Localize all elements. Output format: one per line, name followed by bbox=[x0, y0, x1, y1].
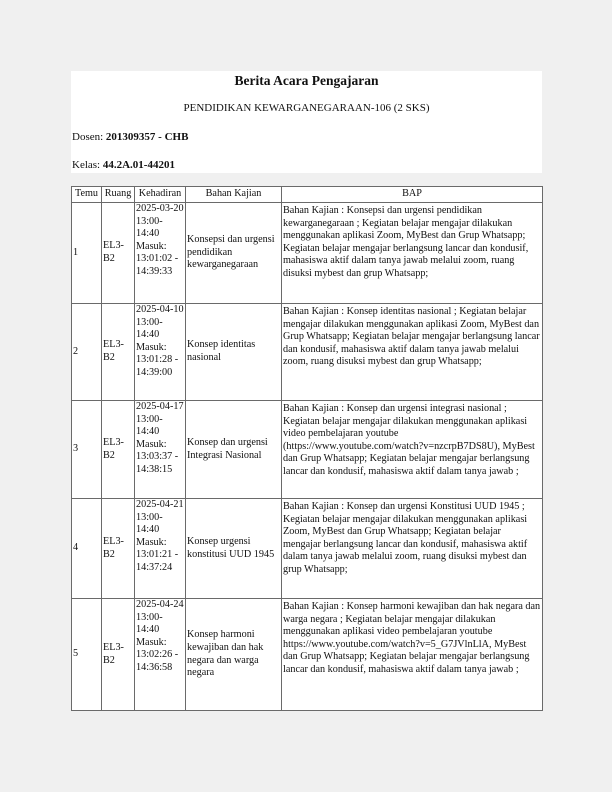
course-line bbox=[71, 102, 542, 114]
cell-bap: Bahan Kajian : Konsep dan urgensi integrasi nasional ; Kegiatan belajar mengajar dilakukan menggunakan aplikasi video pembelajaran youtube (https://www.youtube.com/watch?v=nzcrpB7DS8U), MyBest dan Grup Whatsapp; Kegiatan belajar mengajar berlangsung lancar dan kondusif, mahasiswa aktif dalam tanya jawab ; bbox=[282, 401, 543, 499]
cell-kehadiran: 2025-04-17 13:00-14:40 Masuk: 13:03:37 - 14:38:15 bbox=[135, 401, 186, 499]
cell-bahan-kajian: Konsep identitas nasional bbox=[186, 304, 282, 401]
cell-bap: Bahan Kajian : Konsep harmoni kewajiban dan hak negara dan warga negara ; Kegiatan belajar mengajar dilakukan menggunakan aplikasi video pembelajaran youtube https://www.youtube.com/watch?v=5_G7JVlnLlA, MyBest dan Grup Whatsapp; Kegiatan belajar mengajar berlangsung lancar dan kondusif, mahasiswa aktif dalam tanya jawab ; bbox=[282, 599, 543, 711]
table-row bbox=[72, 599, 543, 711]
dosen-line bbox=[72, 131, 188, 143]
document-header bbox=[71, 71, 542, 173]
kelas-line bbox=[72, 159, 175, 171]
table-row bbox=[72, 499, 543, 599]
dosen-value: 201309357 - CHB bbox=[105, 131, 189, 143]
cell-bahan-kajian: Konsep urgensi konstitusi UUD 1945 bbox=[186, 499, 282, 599]
cell-ruang: EL3-B2 bbox=[102, 401, 135, 499]
cell-ruang: EL3-B2 bbox=[102, 599, 135, 711]
cell-bahan-kajian: Konsep harmoni kewajiban dan hak negara dan warga negara bbox=[186, 599, 282, 711]
cell-temu: 1 bbox=[72, 203, 102, 304]
cell-bahan-kajian: Konsepsi dan urgensi pendidikan kewarganegaraan bbox=[186, 203, 282, 304]
header-bahan-kajian: Bahan Kajian bbox=[186, 187, 282, 203]
header-ruang: Ruang bbox=[102, 187, 135, 203]
course-name: PENDIDIKAN KEWARGANEGARAAN bbox=[183, 102, 371, 114]
cell-bap: Bahan Kajian : Konsep dan urgensi Konstitusi UUD 1945 ; Kegiatan belajar mengajar dilakukan menggunakan aplikasi Zoom, MyBest dan Grup Whatsapp; Kegiatan belajar mengajar berlangsung lancar dan kondusif, mahasiswa aktif dalam tanya jawab melalui zoom, ruang disuksi mybest dan grup Whatsapp; bbox=[282, 499, 543, 599]
cell-bap: Bahan Kajian : Konsep identitas nasional ; Kegiatan belajar mengajar dilakukan menggunakan aplikasi Zoom, MyBest dan Grup Whatsapp; Kegiatan belajar mengajar berlangsung lancar dan kondusif, mahasiswa aktif dalam tanya jawab melalui zoom, ruang disuksi mybest dan grup Whatsapp; bbox=[282, 304, 543, 401]
kelas-label: Kelas: bbox=[72, 159, 103, 171]
cell-kehadiran: 2025-03-20 13:00-14:40 Masuk: 13:01:02 - 14:39:33 bbox=[135, 203, 186, 304]
bap-table bbox=[71, 186, 543, 711]
course-suffix: -106 (2 SKS) bbox=[370, 102, 430, 114]
header-temu: Temu bbox=[72, 187, 102, 203]
table-header-row bbox=[72, 187, 543, 203]
cell-kehadiran: 2025-04-21 13:00-14:40 Masuk: 13:01:21 - 14:37:24 bbox=[135, 499, 186, 599]
cell-ruang: EL3-B2 bbox=[102, 499, 135, 599]
table-row bbox=[72, 203, 543, 304]
cell-bap: Bahan Kajian : Konsepsi dan urgensi pendidikan kewarganegaraan ; Kegiatan belajar mengajar dilakukan menggunakan aplikasi Zoom, MyBest dan Grup Whatsapp; Kegiatan belajar mengajar berlangsung lancar dan kondusif, mahasiswa aktif dalam tanya jawab melalui zoom, ruang disuksi mybest dan grup Whatsapp; bbox=[282, 203, 543, 304]
cell-kehadiran: 2025-04-10 13:00-14:40 Masuk: 13:01:28 - 14:39:00 bbox=[135, 304, 186, 401]
cell-temu: 3 bbox=[72, 401, 102, 499]
cell-temu: 5 bbox=[72, 599, 102, 711]
header-kehadiran: Kehadiran bbox=[135, 187, 186, 203]
cell-temu: 4 bbox=[72, 499, 102, 599]
page-title: Berita Acara Pengajaran bbox=[234, 73, 379, 88]
table-row bbox=[72, 401, 543, 499]
cell-ruang: EL3-B2 bbox=[102, 304, 135, 401]
cell-temu: 2 bbox=[72, 304, 102, 401]
table-row bbox=[72, 304, 543, 401]
dosen-label: Dosen: bbox=[72, 131, 106, 143]
header-bap: BAP bbox=[282, 187, 543, 203]
cell-ruang: EL3-B2 bbox=[102, 203, 135, 304]
kelas-value: 44.2A.01-44201 bbox=[102, 159, 175, 171]
cell-bahan-kajian: Konsep dan urgensi Integrasi Nasional bbox=[186, 401, 282, 499]
cell-kehadiran: 2025-04-24 13:00-14:40 Masuk: 13:02:26 - 14:36:58 bbox=[135, 599, 186, 711]
